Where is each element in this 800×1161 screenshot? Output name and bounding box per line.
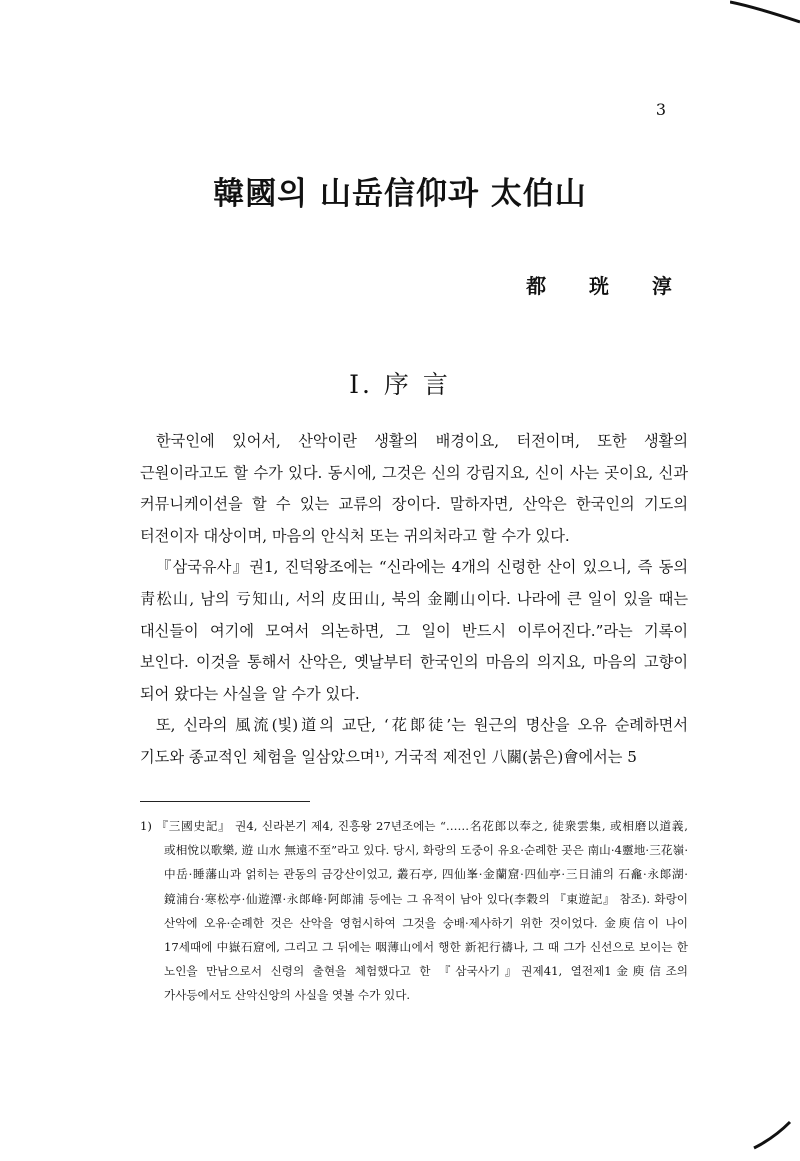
paragraph: 한국인에 있어서, 산악이란 생활의 배경이요, 터전이며, 또한 생활의 근원이라고도 할 수가 있다. 동시에, 그것은 신의 강림지요, 신이 사는 곳이요, 신과 커뮤니케이션을 할 수 있는 교류의 장이다. 말하자면, 산악은 한국인의 기도의 터전이자 대상이며, 마음의 안식처 또는 귀의처라고 할 수가 있다. [140,432,688,545]
article-title: 韓國의 山岳信仰과 太伯山 [213,176,587,212]
footnote-divider [140,801,310,802]
scan-mark-top [730,0,800,24]
paragraph: 또, 신라의 風流(빛)道의 교단, ‘花郞徒’는 원근의 명산을 오유 순례하면서 기도와 종교적인 체험을 일삼았으며¹⁾, 거국적 제전인 八關(붉은)會에서는 5 [140,716,688,766]
section-heading: I. 序 言 [349,370,451,399]
scan-mark-bottom [752,1120,792,1150]
page-number: 3 [655,100,666,119]
author-name: 都 珖 淳 [526,274,690,298]
body-text [140,426,688,774]
paragraph: 『삼국유사』권1, 진덕왕조에는 “신라에는 4개의 신령한 산이 있으니, 즉 동의 靑松山, 남의 亏知山, 서의 皮田山, 북의 金剛山이다. 나라에 큰 일이 있을 때는 대신들이 여기에 모여서 의논하면, 그 일이 반드시 이루어진다.”라는 기록이 보인다. 이것을 통해서 산악은, 옛날부터 한국인의 마음의 의지요, 마음의 고향이 되어 왔다는 사실을 알 수가 있다. [140,558,688,703]
footnotes [140,814,688,1008]
footnote: 1) 『三國史記』 권4, 신라본기 제4, 진흥왕 27년조에는 “……名花郎以奉之, 徒衆雲集, 或相磨以道義, 或相悅以歌樂, 遊 山水 無遠不至”라고 있다. 당시, 화랑의 도중이 유요·순례한 곳은 南山·4靈地·三花嶺·中岳·睡藩山과 얽히는 관동의 금강산이었고, 叢石亭, 四仙峯·金蘭窟·四仙亭·三日浦의 石龕·永郞湖·鏡浦台·寒松亭·仙遊潭·永郞峰·阿郞浦 등에는 그 유적이 남아 있다(李穀의 『東遊記』 참조). 화랑이 산악에 오유·순례한 것은 산악을 영험시하여 그것을 숭배·제사하기 위한 것이었다. 金庾信이 나이 17세때에 中嶽石窟에, 그리고 그 뒤에는 咽薄山에서 행한 新祀行禱나, 그 때 그가 신선으로 보이는 한 노인을 만남으로서 신령의 출현을 체험했다고 한 『삼국사기』권제41, 열전제1金庾信조의 가사등에서도 산악신앙의 사실을 엿볼 수가 있다. [140,819,688,1003]
